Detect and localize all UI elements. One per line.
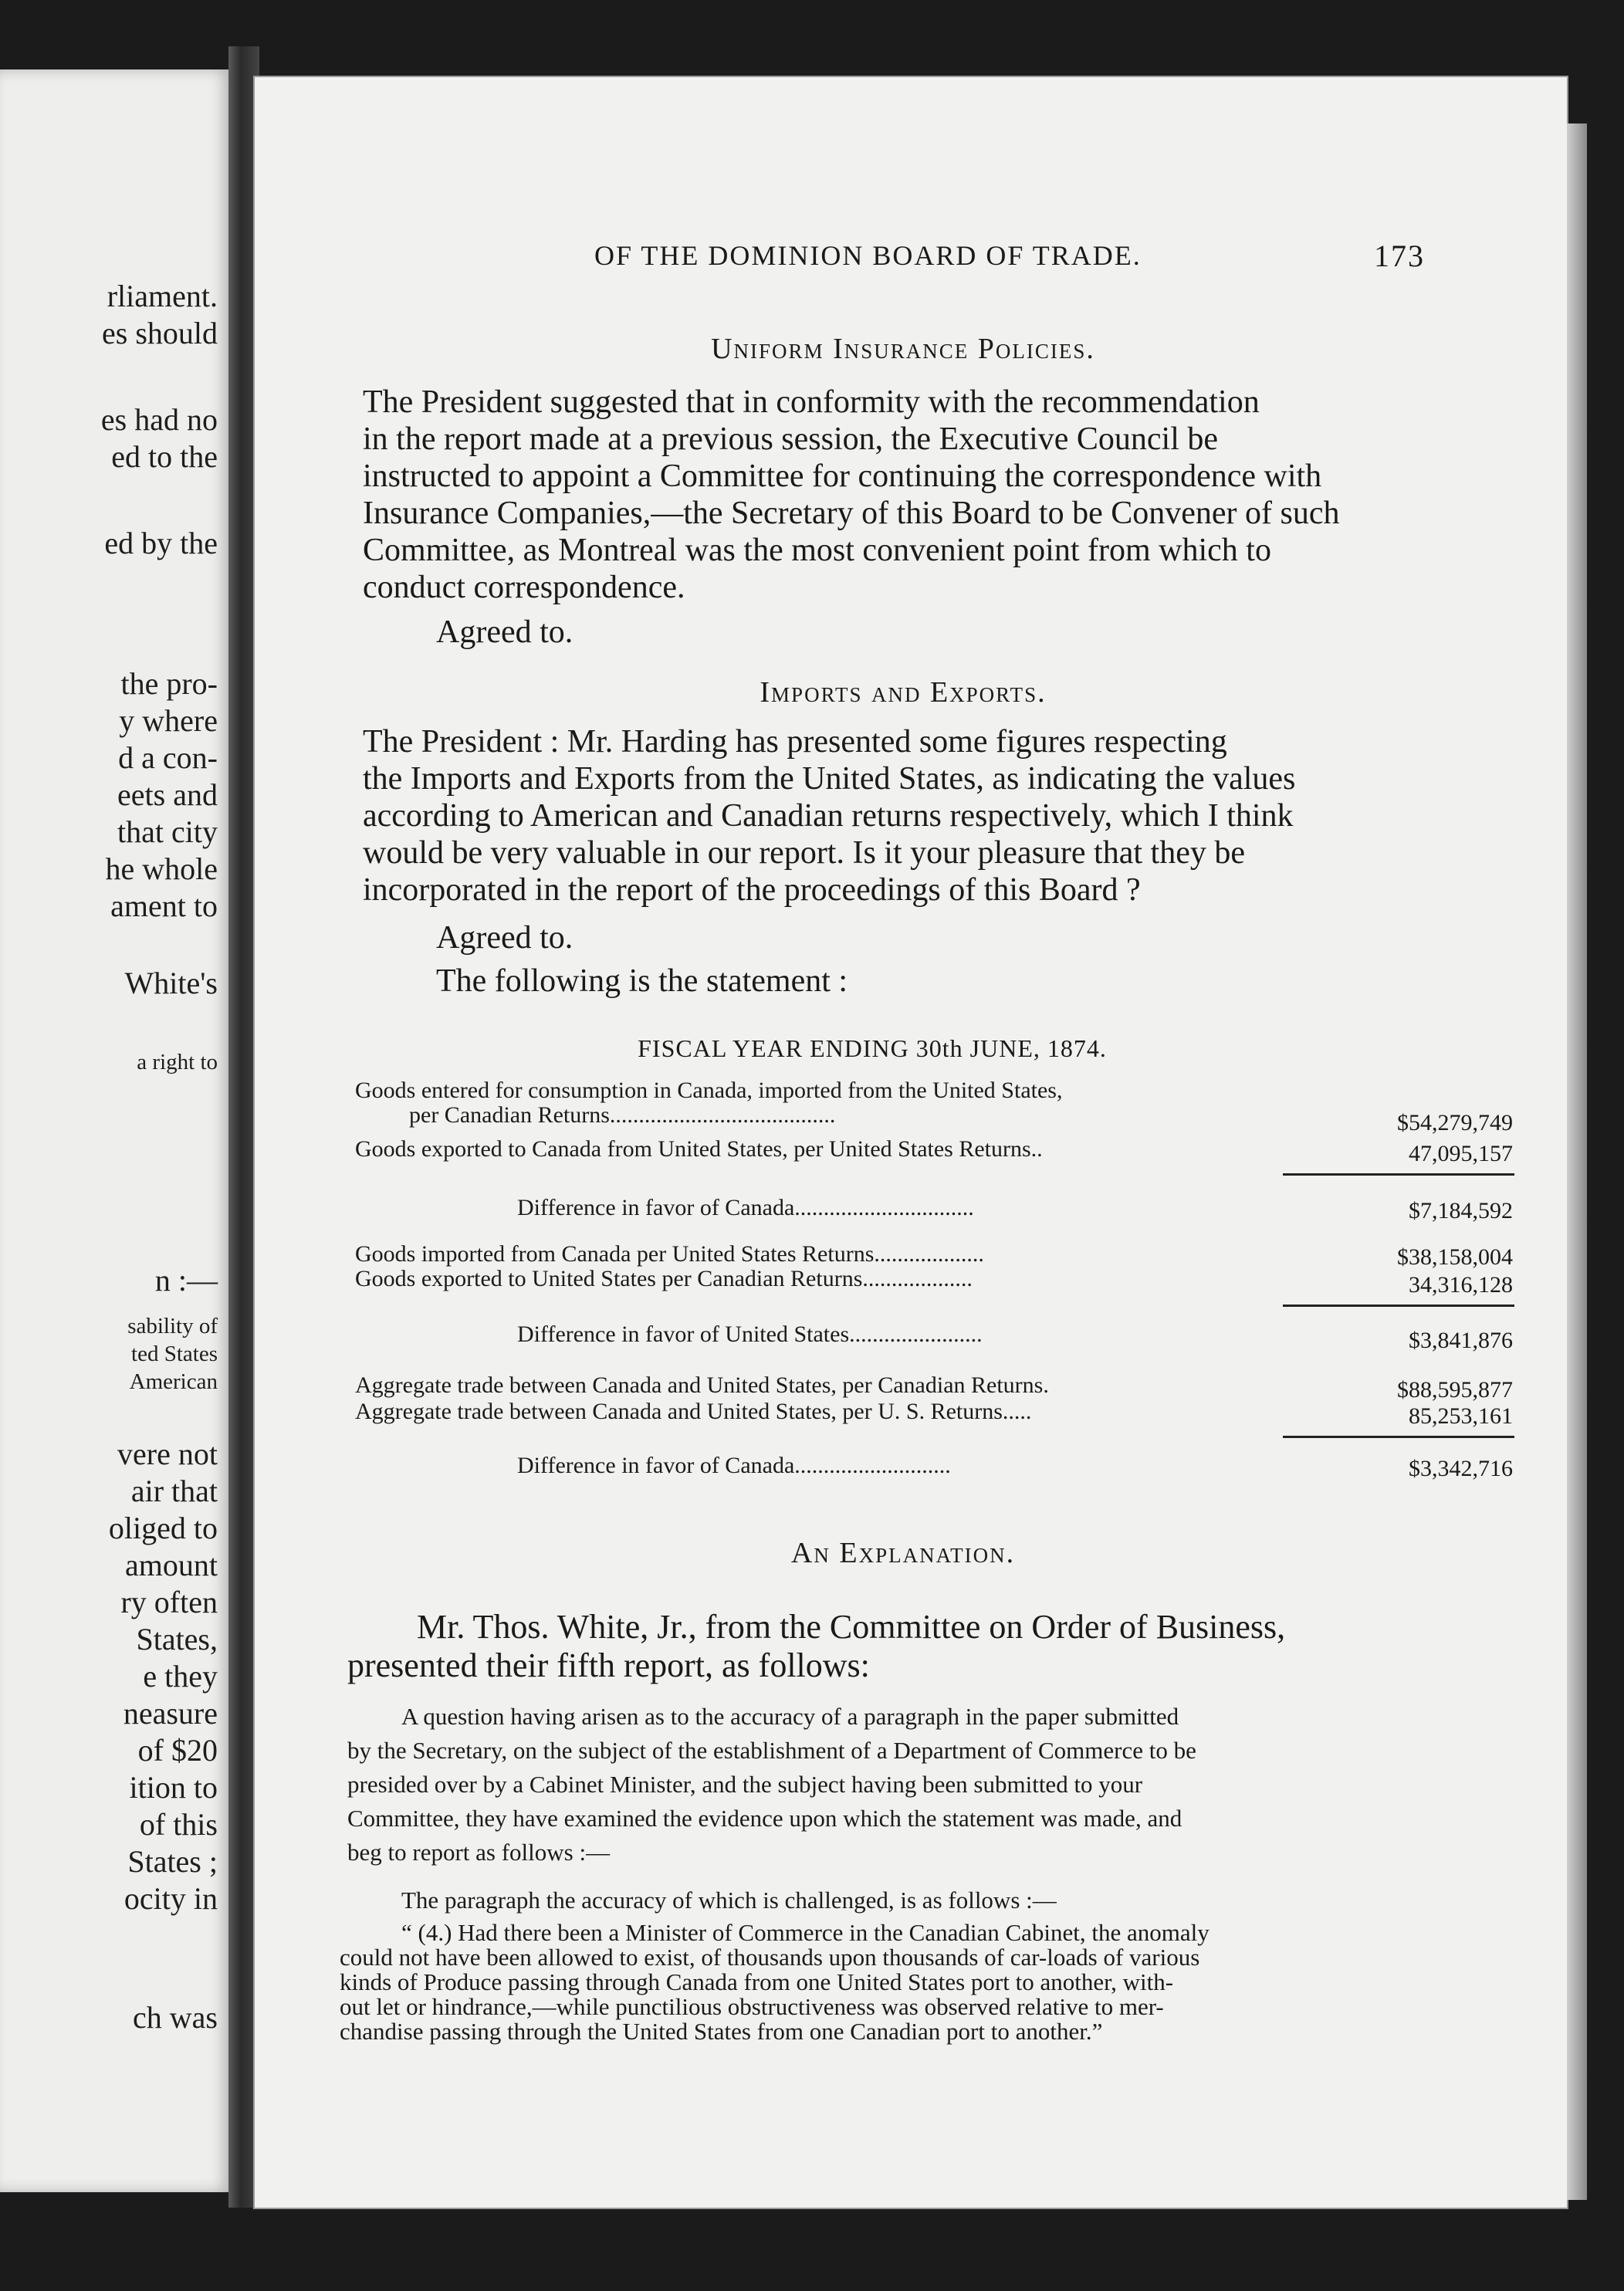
left-page-line: e they: [143, 1659, 218, 1694]
paragraph-line: incorporated in the report of the proceedings of this Board ?: [363, 872, 1141, 908]
left-page-line: that city: [117, 814, 218, 849]
section-heading: Imports and Exports.: [760, 676, 1047, 709]
left-page-line: es should: [102, 316, 218, 350]
table-row-label: Difference in favor of Canada...........................: [517, 1453, 951, 1478]
report-line: Committee, they have examined the evidence upon which the statement was made, and: [347, 1805, 1182, 1832]
left-page-line: White's: [124, 966, 218, 1000]
paragraph-line: instructed to appoint a Committee for continuing the correspondence with: [363, 459, 1322, 494]
table-row-label: Goods exported to Canada from United States, per United States Returns..: [355, 1136, 1043, 1162]
table-row-label: Goods entered for consumption in Canada, imported from the United States,: [355, 1078, 1063, 1103]
table-row-amount: $3,841,876: [1409, 1328, 1513, 1353]
paragraph-line: Committee, as Montreal was the most convenient point from which to: [363, 533, 1271, 568]
running-title: OF THE DOMINION BOARD OF TRADE.: [594, 240, 1142, 271]
left-page-line: n :—: [154, 1263, 218, 1298]
left-page-line: ed by the: [104, 526, 218, 560]
left-page-line: of $20: [137, 1733, 218, 1768]
paragraph-line: conduct correspondence.: [363, 570, 685, 605]
quote-line: kinds of Produce passing through Canada from one United States port to another, with-: [340, 1968, 1174, 1995]
left-page-line: a right to: [137, 1050, 218, 1074]
left-page-line: American: [129, 1369, 218, 1394]
page-edge: [1567, 124, 1587, 2200]
quote-line: “ (4.) Had there been a Minister of Commerce in the Canadian Cabinet, the anomaly: [401, 1919, 1210, 1946]
page-number: 173: [1374, 239, 1425, 273]
left-page-line: rliament.: [107, 279, 218, 313]
table-row-label: Aggregate trade between Canada and United States, per Canadian Returns.: [355, 1372, 1049, 1398]
challenge-line: The paragraph the accuracy of which is challenged, is as follows :—: [401, 1887, 1057, 1914]
left-page-line: of this: [139, 1807, 218, 1842]
table-row-label: Goods imported from Canada per United States Returns...................: [355, 1241, 984, 1267]
paragraph-line: Insurance Companies,—the Secretary of this Board to be Convener of such: [363, 496, 1340, 531]
section-heading: Uniform Insurance Policies.: [711, 333, 1095, 365]
paragraph-line: The President suggested that in conformity with the recommendation: [363, 384, 1260, 420]
left-page-line: es had no: [100, 402, 218, 437]
left-page-line: ition to: [129, 1770, 218, 1805]
left-page-line: y where: [119, 703, 218, 738]
quote-line: out let or hindrance,—while punctilious obstructiveness was observed relative to mer-: [340, 1993, 1164, 2020]
left-page-line: eets and: [117, 777, 218, 812]
left-page-line: ament to: [110, 888, 218, 923]
agreed-line: Agreed to.: [436, 614, 573, 650]
left-page-line: sability of: [127, 1314, 218, 1338]
report-line: beg to report as follows :—: [347, 1839, 611, 1866]
left-page-line: neasure: [123, 1696, 218, 1731]
left-page-line: States,: [136, 1622, 218, 1656]
left-page-line: oliged to: [108, 1511, 218, 1545]
paragraph-line: Mr. Thos. White, Jr., from the Committee on Order of Business,: [417, 1608, 1286, 1646]
paragraph-line: The President : Mr. Harding has presented some figures respecting: [363, 724, 1227, 760]
report-line: A question having arisen as to the accuracy of a paragraph in the paper submitted: [401, 1703, 1179, 1730]
paragraph-line: in the report made at a previous session, the Executive Council be: [363, 421, 1219, 457]
report-line: presided over by a Cabinet Minister, and the subject having been submitted to your: [347, 1771, 1143, 1798]
paragraph-line: presented their fifth report, as follows:: [347, 1646, 870, 1684]
table-row-label: Goods exported to United States per Canadian Returns...................: [355, 1266, 973, 1291]
paragraph-line: the Imports and Exports from the United States, as indicating the values: [363, 761, 1296, 797]
quote-line: chandise passing through the United States from one Canadian port to another.”: [340, 2018, 1103, 2045]
left-page-line: air that: [130, 1474, 218, 1508]
left-page-line: vere not: [117, 1437, 218, 1471]
table-row-amount: $7,184,592: [1409, 1198, 1513, 1223]
agreed-line: Agreed to.: [436, 920, 573, 956]
table-row-label: per Canadian Returns.......................................: [409, 1102, 836, 1128]
table-title: FISCAL YEAR ENDING 30th JUNE, 1874.: [638, 1034, 1107, 1062]
sum-rule: [1283, 1305, 1514, 1307]
left-page-line: ocity in: [123, 1881, 218, 1916]
table-row-amount: $54,279,749: [1397, 1110, 1513, 1135]
table-row-label: Difference in favor of United States.......................: [517, 1321, 983, 1347]
left-page-line: States ;: [127, 1844, 218, 1879]
table-row-label: Difference in favor of Canada...............................: [517, 1195, 974, 1220]
left-page-line: the pro-: [120, 666, 218, 701]
left-page-line: he whole: [105, 851, 218, 886]
left-page-line: ted States: [131, 1342, 218, 1366]
table-row-amount: 47,095,157: [1409, 1141, 1513, 1166]
table-row-amount: $38,158,004: [1397, 1244, 1513, 1270]
report-line: by the Secretary, on the subject of the establishment of a Department of Commerce to be: [347, 1737, 1196, 1764]
quote-line: could not have been allowed to exist, of thousands upon thousands of car-loads of various: [340, 1944, 1200, 1971]
table-row-label: Aggregate trade between Canada and United States, per U. S. Returns.....: [355, 1399, 1032, 1424]
paragraph-line: would be very valuable in our report. Is it your pleasure that they be: [363, 835, 1245, 871]
statement-intro: The following is the statement :: [436, 963, 848, 999]
table-row-amount: $3,342,716: [1409, 1456, 1513, 1481]
section-heading: An Explanation.: [790, 1537, 1016, 1569]
sum-rule: [1283, 1436, 1514, 1438]
table-row-amount: 85,253,161: [1409, 1403, 1513, 1429]
paragraph-line: according to American and Canadian returns respectively, which I think: [363, 798, 1294, 834]
left-page-line: ed to the: [111, 439, 218, 474]
left-page-line: amount: [125, 1548, 218, 1582]
facing-page: [0, 69, 232, 2192]
sum-rule: [1283, 1173, 1514, 1176]
left-page-line: d a con-: [118, 740, 218, 775]
table-row-amount: 34,316,128: [1409, 1272, 1513, 1298]
left-page-line: ch was: [133, 2000, 218, 2035]
book-page: [255, 77, 1567, 2208]
table-row-amount: $88,595,877: [1397, 1377, 1513, 1403]
left-page-line: ry often: [120, 1585, 218, 1619]
